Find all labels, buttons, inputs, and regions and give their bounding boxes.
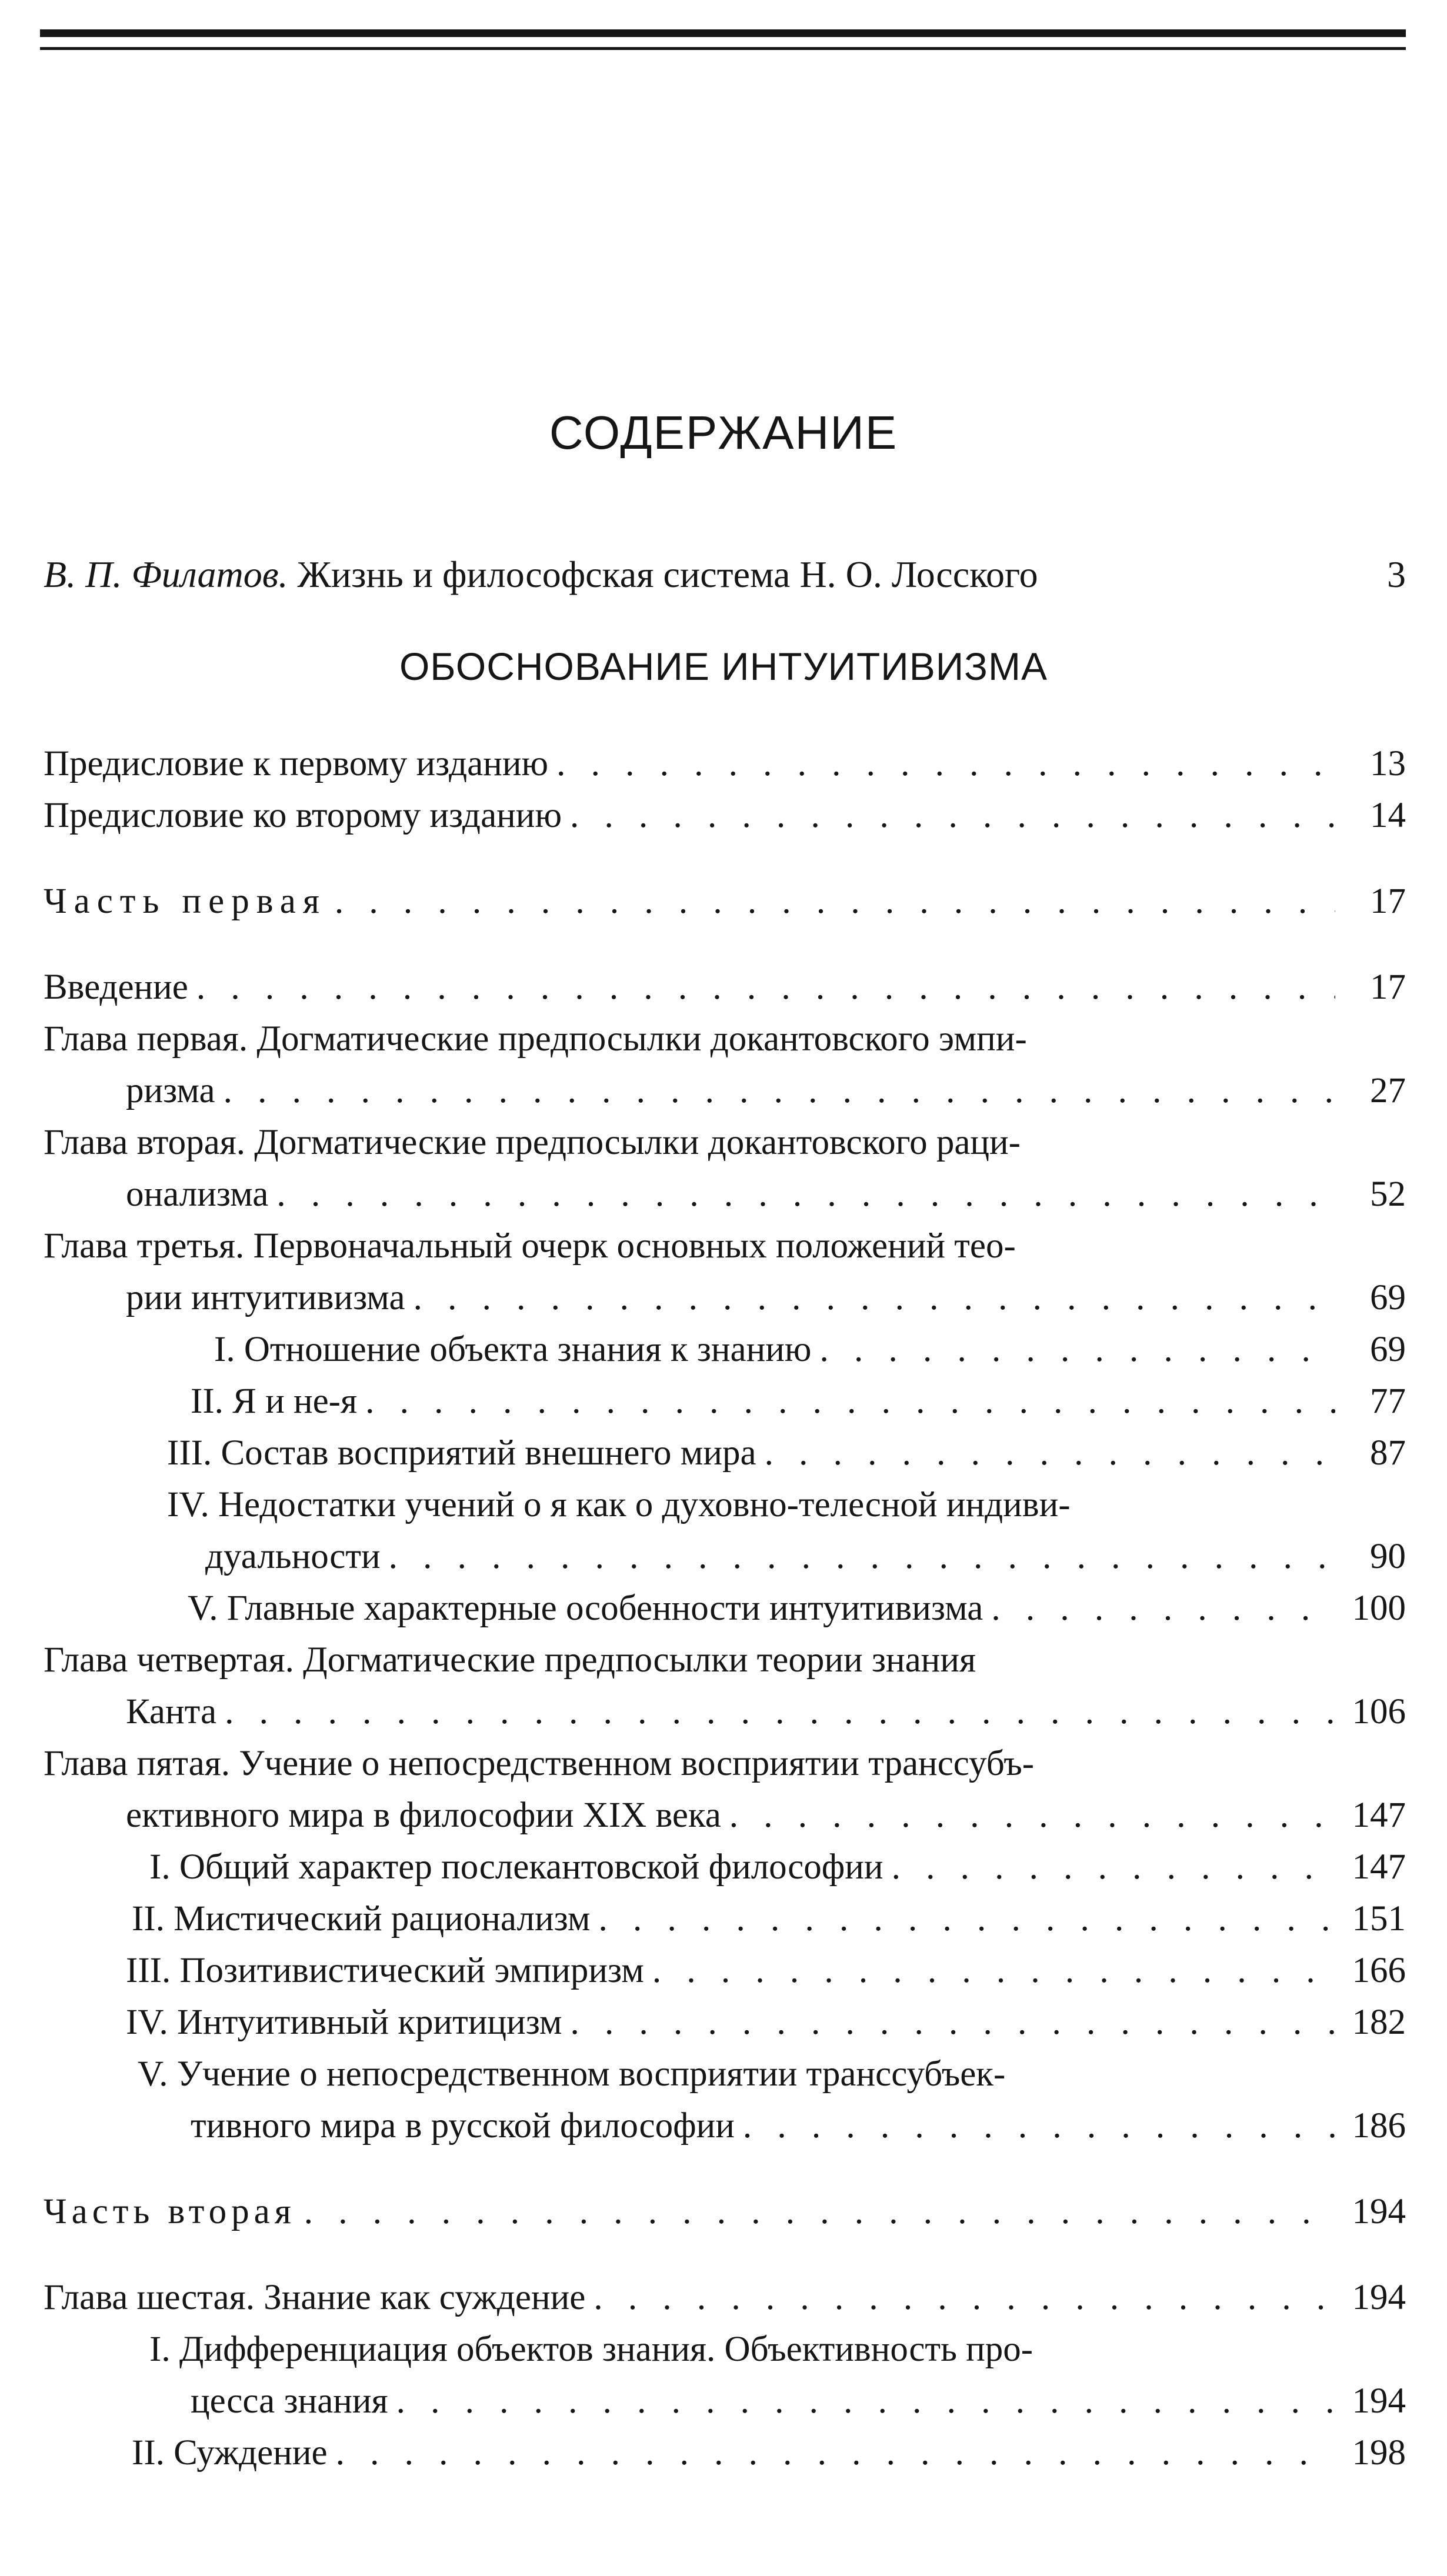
toc-entry-chapter-5-cont [44,1790,1406,1841]
toc-list [44,738,1406,2479]
toc-entry-section-5-5-cont [44,2100,1406,2152]
intro-author: В. П. Филатов. [44,553,288,595]
toc-page: 13 [1370,744,1406,783]
toc-entry-preface-1 [44,738,1406,790]
top-rule-thick [40,29,1406,37]
toc-entry-section-3-3 [44,1427,1406,1479]
toc-title: рии интуитивизма [126,1278,405,1317]
toc-title: Предисловие к первому изданию [44,744,549,783]
toc-title: V. Главные характерные особенности интуитивизма [188,1589,983,1628]
toc-entry-chapter-2 [44,1117,1406,1169]
toc-entry-chapter-2-cont [44,1169,1406,1220]
toc-page: 77 [1370,1382,1406,1421]
dot-leader [216,1686,1335,1738]
toc-entry-section-5-2 [44,1893,1406,1945]
toc-entry-section-5-5 [44,2048,1406,2100]
toc-page: 69 [1370,1330,1406,1369]
dot-leader [812,1324,1336,1376]
toc-entry-section-3-5 [44,1583,1406,1634]
toc-entry-section-3-4 [44,1479,1406,1531]
toc-entry-section-6-1-cont [44,2375,1406,2427]
toc-entry-chapter-1 [44,1013,1406,1065]
toc-page: 147 [1352,1847,1406,1887]
toc-page: 14 [1370,796,1406,835]
toc-page: 52 [1370,1174,1406,1214]
toc-entry-section-6-2 [44,2427,1406,2479]
toc-page: 87 [1370,1433,1406,1473]
toc-entry-chapter-4-cont [44,1686,1406,1738]
toc-page: 106 [1352,1692,1406,1731]
toc-title: Часть вторая [44,2192,296,2231]
toc-entry-chapter-3-cont [44,1272,1406,1324]
toc-page: 17 [1370,967,1406,1007]
dot-leader [585,2272,1335,2324]
dot-leader [735,2100,1335,2152]
toc-title: IV. Недостатки учений о я как о духовно-телесной индиви- [167,1485,1071,1524]
toc-page: 166 [1352,1951,1406,1990]
toc-page: 17 [1370,882,1406,921]
dot-leader [983,1583,1335,1634]
toc-title: II. Мистический рационализм [132,1899,591,1938]
dot-leader [756,1427,1335,1479]
toc-page: 194 [1352,2192,1406,2231]
toc-entry-section-3-4-cont [44,1531,1406,1583]
toc-entry-section-5-4 [44,1997,1406,2048]
toc-title: тивного мира в русской философии [191,2106,735,2145]
toc-page: 27 [1370,1071,1406,1110]
toc-title: Глава вторая. Догматические предпосылки докантовского раци- [44,1123,1021,1162]
dot-leader [381,1531,1335,1583]
toc-entry-preface-2 [44,790,1406,842]
toc-entry-section-3-1 [44,1324,1406,1376]
toc-title: II. Я и не-я [191,1382,358,1421]
toc-entry-chapter-6 [44,2272,1406,2324]
toc-page: 186 [1352,2106,1406,2145]
toc-title: III. Состав восприятий внешнего мира [167,1433,756,1473]
toc-page: 100 [1352,1589,1406,1628]
dot-leader [326,876,1335,927]
toc-title: I. Дифференциация объектов знания. Объективность про- [149,2330,1033,2369]
toc-entry-chapter-1-cont [44,1065,1406,1117]
toc-title: дуальности [205,1537,381,1576]
dot-leader [328,2427,1335,2479]
toc-page: 69 [1370,1278,1406,1317]
dot-leader [388,2375,1335,2427]
toc-entry-chapter-5 [44,1738,1406,1790]
dot-leader [721,1790,1335,1841]
toc-title: цесса знания [191,2381,388,2421]
toc-entry-chapter-3 [44,1220,1406,1272]
toc-title: Глава четвертая. Догматические предпосылки теории знания [44,1640,976,1680]
toc-page: 194 [1352,2381,1406,2421]
toc-entry-section-5-3 [44,1945,1406,1997]
toc-title: II. Суждение [132,2433,328,2472]
toc-page: 194 [1352,2278,1406,2317]
dot-leader [268,1169,1335,1220]
dot-leader [590,1893,1335,1945]
toc-title: III. Позитивистический эмпиризм [126,1951,644,1990]
toc-entry-chapter-4 [44,1634,1406,1686]
toc-title: Введение [44,967,188,1007]
page-title: СОДЕРЖАНИЕ [549,406,898,459]
dot-leader [883,1841,1335,1893]
toc-page: 182 [1352,2003,1406,2042]
toc-title: Глава первая. Догматические предпосылки докантовского эмпи- [44,1019,1027,1059]
toc-title: Глава шестая. Знание как суждение [44,2278,586,2317]
toc-entry-section-3-2 [44,1376,1406,1427]
toc-title: ризма [126,1071,215,1110]
toc-page: 151 [1352,1899,1406,1938]
toc-entry-part-2 [44,2186,1406,2238]
toc-page: 90 [1370,1537,1406,1576]
toc-title: Глава пятая. Учение о непосредственном восприятии транссубъ- [44,1744,1035,1783]
toc-title: Часть первая [44,882,326,921]
dot-leader [215,1065,1335,1117]
toc-title: IV. Интуитивный критицизм [126,2003,562,2042]
toc-title: I. Отношение объекта знания к знанию [214,1330,812,1369]
section-title: ОБОСНОВАНИЕ ИНТУИТИВИЗМА [399,645,1048,688]
intro-entry [44,553,1406,596]
dot-leader [562,1997,1335,2048]
toc-title: Предисловие ко второму изданию [44,796,562,835]
toc-entry-introduction [44,962,1406,1013]
dot-leader [296,2186,1335,2238]
dot-leader [548,738,1335,790]
dot-leader [644,1945,1335,1997]
toc-title: V. Учение о непосредственном восприятии транссубъек- [138,2054,1006,2094]
dot-leader [405,1272,1335,1324]
toc-title: I. Общий характер послекантовской философии [149,1847,883,1887]
toc-entry-section-5-1 [44,1841,1406,1893]
intro-title: Жизнь и философская система Н. О. Лосского [297,553,1038,595]
dot-leader [562,790,1335,842]
toc-page: 147 [1352,1796,1406,1835]
intro-page: 3 [1387,553,1406,595]
toc-page: 198 [1352,2433,1406,2472]
toc-title: Глава третья. Первоначальный очерк основных положений тео- [44,1226,1016,1266]
dot-leader [357,1376,1335,1427]
toc-title: онализма [126,1174,269,1214]
toc-title: Канта [126,1692,217,1731]
toc-entry-section-6-1 [44,2324,1406,2375]
dot-leader [188,962,1335,1013]
toc-entry-part-1 [44,876,1406,927]
toc-title: ективного мира в философии XIX века [126,1796,721,1835]
top-rule-thin [40,47,1406,50]
intro-text [44,553,1038,596]
